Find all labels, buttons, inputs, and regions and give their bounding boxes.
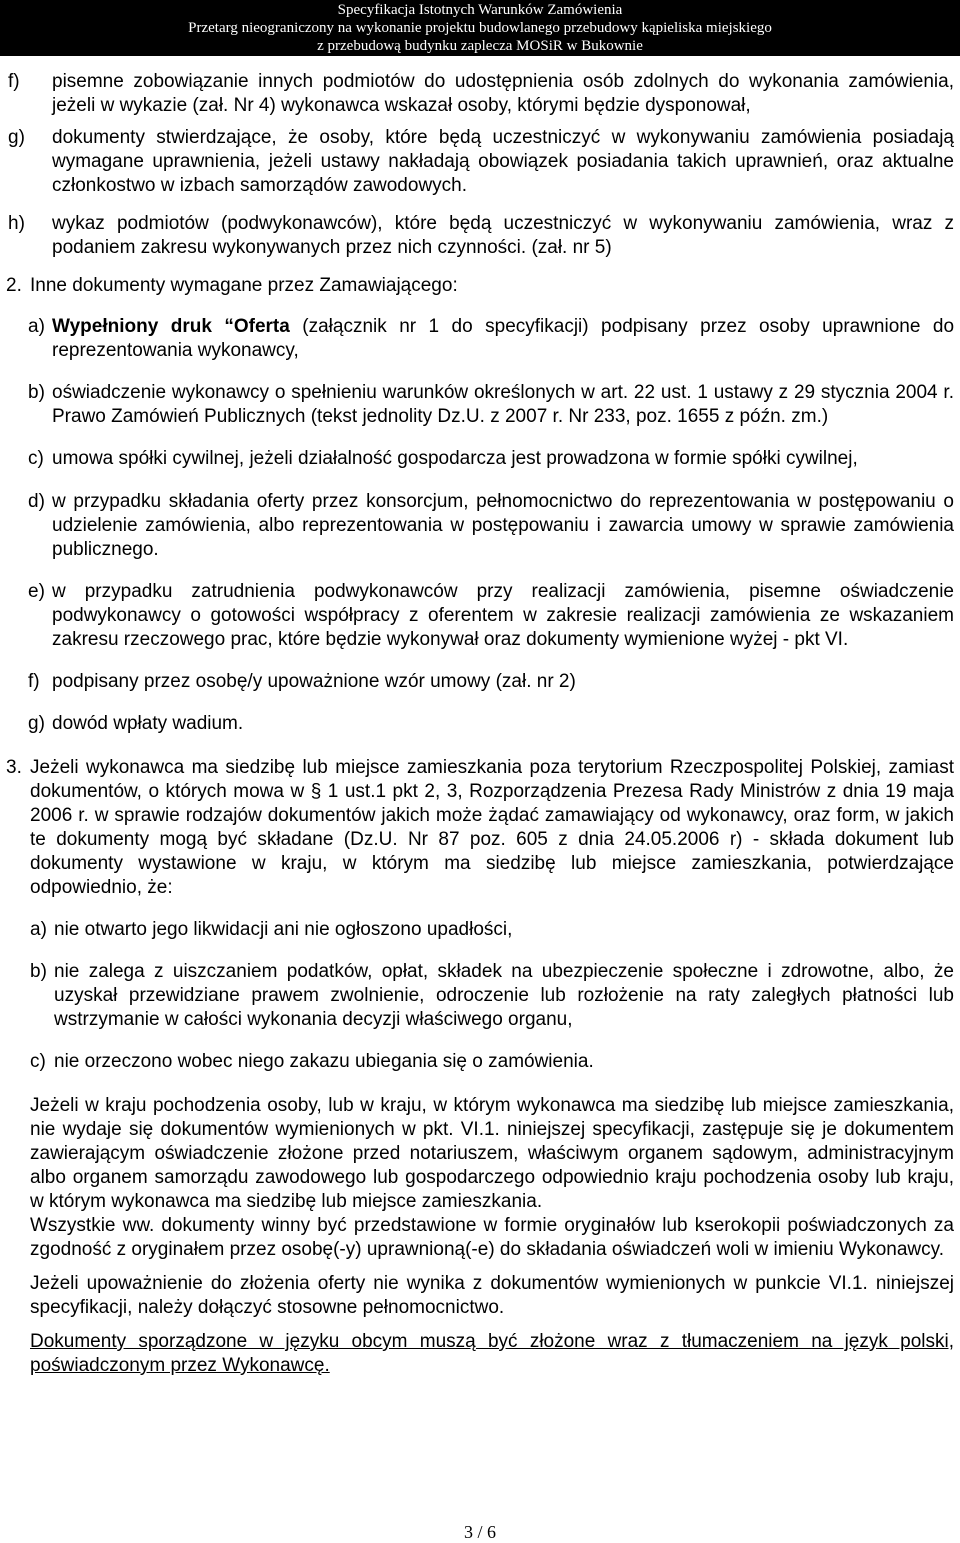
list-item-label: b) bbox=[28, 382, 45, 403]
section-number: 3. bbox=[6, 757, 22, 778]
list-item-text: oświadczenie wykonawcy o spełnieniu warunków określonych w art. 22 ust. 1 ustawy z 29 stycznia 2004 r. Prawo Zamówień Publicznych (tekst jednolity Dz.U. z 2007 r. Nr 233, poz. 1655 z późn. zm.) bbox=[52, 382, 954, 427]
list-item-text: w przypadku składania oferty przez konsorcjum, pełnomocnictwo do reprezentowania w postępowaniu o udzielenie zamówienia, albo reprezentowania w postępowaniu i zawarcia umowy w sprawie zamówienia publicznego. bbox=[52, 491, 954, 560]
section-2-heading bbox=[0, 274, 960, 298]
list-item-text: (załącznik nr 1 do specyfikacji) podpisany przez osoby uprawnione do reprezentowania wykonawcy, bbox=[52, 316, 955, 361]
paragraph: Jeżeli upoważnienie do złożenia oferty nie wynika z dokumentów wymienionych w punkcie VI.1. niniejszej specyfikacji, należy dołączyć stosowne pełnomocnictwo. bbox=[30, 1273, 954, 1318]
list-item-label: a) bbox=[30, 919, 47, 940]
underlined-note: Dokumenty sporządzone w języku obcym muszą być złożone wraz z tłumaczeniem na język polski, poświadczonym przez Wykonawcę. bbox=[30, 1331, 954, 1376]
list-item bbox=[0, 670, 960, 694]
list-item-label: g) bbox=[28, 713, 45, 734]
list-item-text: umowa spółki cywilnej, jeżeli działalność gospodarcza jest prowadzona w formie spółki cywilnej, bbox=[52, 448, 858, 469]
bold-text: Wypełniony druk bbox=[52, 316, 212, 337]
list-item bbox=[0, 1050, 960, 1074]
list-item-label: d) bbox=[28, 491, 45, 512]
list-item-text: dowód wpłaty wadium. bbox=[52, 713, 244, 734]
header-subtitle-2: z przebudową budynku zaplecza MOSiR w Bukownie bbox=[317, 38, 643, 54]
list-item-label: c) bbox=[28, 448, 44, 469]
list-item bbox=[0, 315, 960, 363]
header-title: Specyfikacja Istotnych Warunków Zamówienia bbox=[337, 2, 623, 18]
list-item-text: pisemne zobowiązanie innych podmiotów do udostępnienia osób zdolnych do wykonania zamówienia, jeżeli w wykazie (zał. Nr 4) wykonawca wskazał osoby, którymi będzie dysponował, bbox=[52, 71, 954, 116]
list-item bbox=[0, 712, 960, 736]
list-item bbox=[0, 381, 960, 429]
list-item-label: c) bbox=[30, 1051, 46, 1072]
list-item-label: f) bbox=[28, 671, 40, 692]
list-item-label: g) bbox=[8, 127, 25, 148]
list-item-text: wykaz podmiotów (podwykonawców), które będą uczestniczyć w wykonywaniu zamówienia, wraz z podaniem zakresu wykonywanych przez nich czynności. (zał. nr 5) bbox=[52, 213, 954, 258]
list-item bbox=[0, 960, 960, 1032]
list-item-text: podpisany przez osobę/y upoważnione wzór umowy (zał. nr 2) bbox=[52, 671, 576, 692]
document-body bbox=[0, 70, 960, 1378]
list-item-label: a) bbox=[28, 316, 45, 337]
bold-text-quoted: “ Oferta bbox=[224, 316, 289, 337]
list-item-label: h) bbox=[8, 213, 25, 234]
list-item-text: nie zalega z uiszczaniem podatków, opłat, składek na ubezpieczenie społeczne i zdrowotne, albo, że uzyskał przewidziane prawem zwolnienie, odroczenie lub rozłożenie na raty zaległych płatności lub wstrzymanie w całości wykonania decyzji właściwego organu, bbox=[54, 961, 954, 1030]
list-item-label: e) bbox=[28, 581, 45, 602]
page-number: 3 / 6 bbox=[463, 1522, 496, 1542]
list-item-text: nie otwarto jego likwidacji ani nie ogłoszono upadłości, bbox=[54, 919, 513, 940]
list-item bbox=[0, 126, 960, 198]
list-item bbox=[0, 447, 960, 471]
paragraph: Jeżeli w kraju pochodzenia osoby, lub w kraju, w którym wykonawca ma siedzibę lub miejsce zamieszkania, nie wydaje się dokumentów wymienionych w pkt. VI.1. niniejszej specyfikacji, zastępuje się je dokumentem zawierającym oświadczenie złożone przed notariuszem, właściwym organem sądowym, administracyjnym albo organem samorządu zawodowego lub gospodarczego odpowiednio kraju pochodzenia osoby lub kraju, w którym wykonawca ma siedzibę lub miejsce zamieszkania. bbox=[30, 1095, 954, 1212]
list-item-label: f) bbox=[8, 71, 20, 92]
section-3-paragraph bbox=[0, 756, 960, 900]
section-text: Jeżeli wykonawca ma siedzibę lub miejsce zamieszkania poza terytorium Rzeczpospolitej Polskiej, zamiast dokumentów, o których mowa w § 1 ust.1 pkt 2, 3, Rozporządzenia Prezesa Rady Ministrów z dnia 19 maja 2006 r. w sprawie rodzajów dokumentów jakich może żądać zamawiający od wykonawcy, oraz form, w jakich te dokumenty mogą być składane (Dz.U. Nr 87 poz. 605 z dnia 24.05.2006 r) - składa dokument lub dokumenty wystawione w kraju, w którym ma siedzibę lub miejsce zamieszkania, potwierdzające odpowiednio, że: bbox=[30, 757, 954, 898]
list-item bbox=[0, 212, 960, 260]
paragraph: Wszystkie ww. dokumenty winny być przedstawione w formie oryginałów lub kserokopii poświadczonych za zgodność z oryginałem przez osobę(-y) uprawnioną(-e) do składania oświadczeń woli w imieniu Wykonawcy. bbox=[30, 1215, 954, 1260]
list-item-text: nie orzeczono wobec niego zakazu ubiegania się o zamówienia. bbox=[54, 1051, 594, 1072]
list-item bbox=[0, 580, 960, 652]
list-item bbox=[0, 70, 960, 118]
section-title: Inne dokumenty wymagane przez Zamawiającego: bbox=[30, 275, 458, 296]
list-item-text: dokumenty stwierdzające, że osoby, które będą uczestniczyć w wykonywaniu zamówienia posiadają wymagane uprawnienia, jeżeli ustawy nakładają obowiązek posiadania takich uprawnień, oraz aktualne członkostwo w izbach samorządów zawodowych. bbox=[52, 127, 954, 196]
list-item-text: w przypadku zatrudnienia podwykonawców przy realizacji zamówienia, pisemne oświadczenie podwykonawcy o gotowości współpracy z oferentem w zakresie realizacji zamówienia ze wskazaniem zakresu rzeczowego prac, które będzie wykonywał oraz dokumenty wymienione wyżej - pkt VI. bbox=[52, 581, 954, 650]
section-number: 2. bbox=[6, 275, 22, 296]
page-header bbox=[0, 0, 960, 56]
list-item bbox=[0, 918, 960, 942]
list-item-label: b) bbox=[30, 961, 47, 982]
list-item bbox=[0, 490, 960, 562]
header-subtitle: Przetarg nieograniczony na wykonanie projektu budowlanego przebudowy kąpieliska miejskiego bbox=[188, 20, 772, 36]
